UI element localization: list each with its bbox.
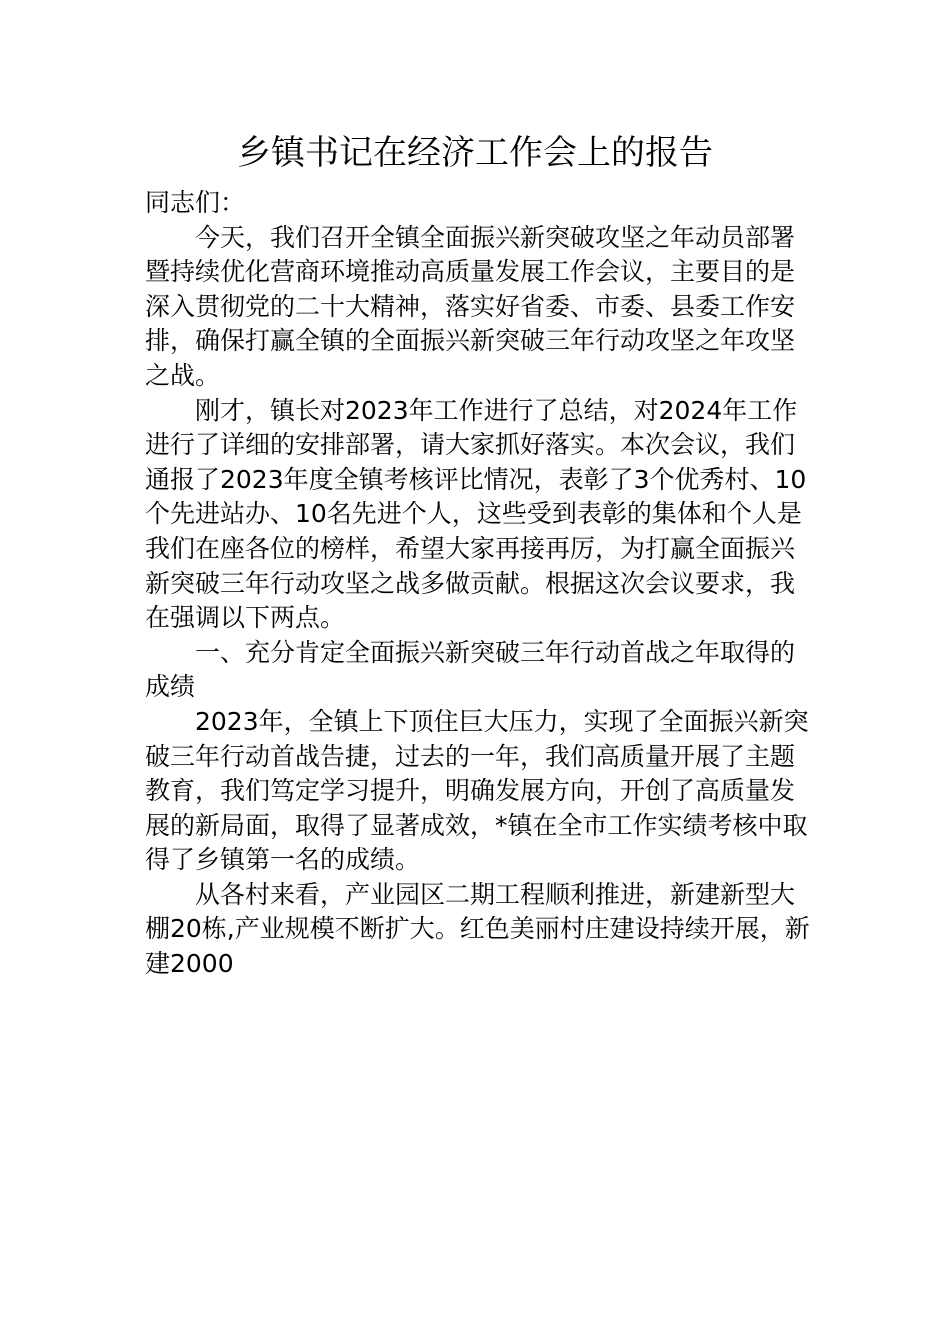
salutation: 同志们： <box>145 188 246 217</box>
document-title: 乡镇书记在经济工作会上的报告 <box>237 133 713 173</box>
section-heading-1: 一、充分肯定全面振兴新突破三年行动首战之年取得的成绩 <box>145 637 796 702</box>
paragraph-4: 从各村来看，产业园区二期工程顺利推进，新建新型大棚20栋,产业规模不断扩大。红色美丽村庄建设持续开展，新建2000 <box>145 879 810 979</box>
paragraph-1: 今天，我们召开全镇全面振兴新突破攻坚之年动员部署暨持续优化营商环境推动高质量发展工作会议，主要目的是深入贯彻党的二十大精神，落实好省委、市委、县委工作安排，确保打赢全镇的全面振兴新突破三年行动攻坚之年攻坚之战。 <box>145 222 796 390</box>
paragraph-3: 2023年，全镇上下顶住巨大压力，实现了全面振兴新突破三年行动首战告捷，过去的一年，我们高质量开展了主题教育，我们笃定学习提升，明确发展方向，开创了高质量发展的新局面，取得了显著成效，*镇在全市工作实绩考核中取得了乡镇第一名的成绩。 <box>145 706 809 875</box>
paragraph-2: 刚才，镇长对2023年工作进行了总结，对2024年工作进行了详细的安排部署，请大家抓好落实。本次会议，我们通报了2023年度全镇考核评比情况，表彰了3个优秀村、10个先进站办、10名先进个人，这些受到表彰的集体和个人是我们在座各位的榜样，希望大家再接再厉，为打赢全面振兴新突破三年行动攻坚之战多做贡献。根据这次会议要求，我在强调以下两点。 <box>145 395 807 633</box>
document-body <box>145 186 810 982</box>
